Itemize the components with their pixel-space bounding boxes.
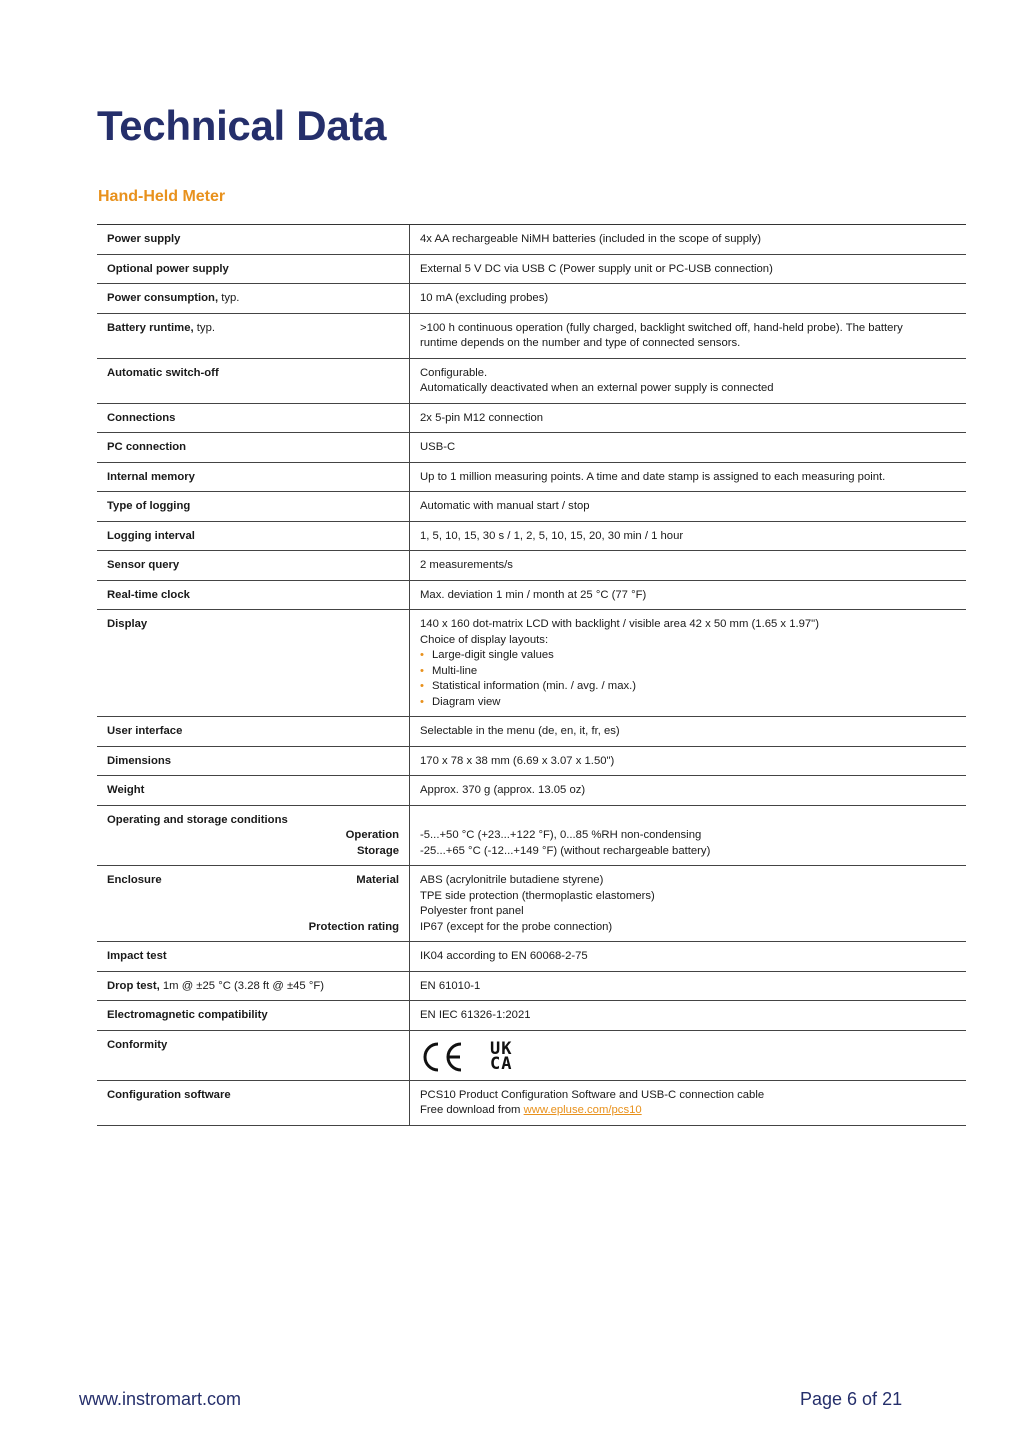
table-row <box>97 463 966 493</box>
table-row <box>97 747 966 777</box>
row-label: User interface <box>97 717 410 746</box>
row-sub-label: Operation <box>345 829 399 841</box>
bullet-item <box>420 679 956 695</box>
row-value: 170 x 78 x 38 mm (6.69 x 3.07 x 1.50") <box>420 754 615 767</box>
value-line: ABS (acrylonitrile butadiene styrene) <box>420 874 604 886</box>
value-line: IP67 (except for the probe connection) <box>420 920 613 933</box>
table-row <box>97 522 966 552</box>
row-label: Conformity <box>97 1031 410 1080</box>
row-value: Selectable in the menu (de, en, it, fr, es) <box>420 725 620 737</box>
bullet-text: Large-digit single values <box>432 649 554 661</box>
row-value: USB-C <box>420 441 456 453</box>
table-row <box>97 284 966 314</box>
row-label <box>97 284 410 313</box>
value-line: PCS10 Product Configuration Software and USB-C connection cable <box>420 1088 765 1101</box>
table-row <box>97 1031 966 1081</box>
table-row <box>97 776 966 806</box>
table-row <box>97 717 966 747</box>
row-label-main: Power consumption, <box>107 292 219 304</box>
ukca-mark-icon: UK CA <box>490 1038 513 1074</box>
bullet-text: Multi-line <box>432 664 478 677</box>
row-label: Internal memory <box>97 463 410 492</box>
bullet-text: Statistical information (min. / avg. / max.) <box>432 680 637 692</box>
row-value <box>410 610 966 716</box>
row-sub-label: Protection rating <box>308 920 399 933</box>
table-row <box>97 359 966 404</box>
row-label: Real-time clock <box>97 581 410 610</box>
row-value: 2 measurements/s <box>420 559 513 571</box>
ce-mark-icon <box>420 1041 464 1073</box>
row-value: External 5 V DC via USB C (Power supply unit or PC-USB connection) <box>420 262 773 275</box>
table-row <box>97 404 966 434</box>
value-line: TPE side protection (thermoplastic elastomers) <box>420 889 655 902</box>
row-value: Up to 1 million measuring points. A time and date stamp is assigned to each measuring point. <box>420 470 886 483</box>
bullet-item <box>420 664 956 680</box>
footer-website: www.instromart.com <box>79 1389 242 1409</box>
row-label-main: Battery runtime, <box>107 321 194 334</box>
row-value: 2x 5-pin M12 connection <box>420 411 544 424</box>
row-value: 10 mA (excluding probes) <box>420 292 549 304</box>
row-label-main: Drop test, <box>107 979 160 992</box>
bullet-icon: • <box>420 680 424 692</box>
download-link[interactable]: www.epluse.com/pcs10 <box>523 1104 642 1116</box>
row-label: Logging interval <box>97 522 410 551</box>
table-row <box>97 610 966 717</box>
table-row <box>97 433 966 463</box>
value-line: runtime depends on the number and type of connected sensors. <box>420 337 741 349</box>
row-label-suffix: typ. <box>193 321 215 334</box>
value-line: -25...+65 °C (-12...+149 °F) (without rechargeable battery) <box>420 844 711 857</box>
row-value <box>410 1031 966 1080</box>
bullet-item <box>420 695 956 711</box>
row-label: Display <box>97 610 410 716</box>
bullet-icon: • <box>420 649 424 661</box>
row-label: PC connection <box>97 433 410 462</box>
technical-data-table <box>97 224 966 1126</box>
table-row <box>97 972 966 1002</box>
table-row <box>97 492 966 522</box>
row-value: Max. deviation 1 min / month at 25 °C (77 °F) <box>420 588 647 601</box>
table-row <box>97 1001 966 1031</box>
page-title: Technical Data <box>97 102 387 149</box>
table-row <box>97 806 966 867</box>
table-row <box>97 551 966 581</box>
row-label: Power supply <box>97 225 410 254</box>
row-label: Configuration software <box>97 1081 410 1125</box>
table-row <box>97 314 966 359</box>
row-label: Impact test <box>97 942 410 971</box>
bullet-icon: • <box>420 695 424 708</box>
table-row <box>97 942 966 972</box>
row-value: Approx. 370 g (approx. 13.05 oz) <box>420 784 586 796</box>
row-label: Optional power supply <box>97 255 410 284</box>
row-label-main: Operating and storage conditions <box>107 813 288 826</box>
row-value: Automatic with manual start / stop <box>420 500 590 512</box>
bullet-text: Diagram view <box>432 695 501 708</box>
value-line: Automatically deactivated when an external power supply is connected <box>420 382 774 394</box>
row-label: Type of logging <box>97 492 410 521</box>
value-line: Choice of display layouts: <box>420 633 549 646</box>
row-label: Automatic switch-off <box>97 359 410 403</box>
value-line: Polyester front panel <box>420 905 524 917</box>
value-line: Configurable. <box>420 366 488 379</box>
row-label <box>97 806 410 866</box>
row-value: IK04 according to EN 60068-2-75 <box>420 950 588 962</box>
section-subtitle: Hand-Held Meter <box>98 188 226 205</box>
row-label-suffix: typ. <box>218 292 240 304</box>
table-row <box>97 1081 966 1126</box>
row-label <box>97 866 410 941</box>
row-value <box>410 359 966 403</box>
download-prefix: Free download from <box>420 1104 524 1116</box>
row-label-suffix: 1m @ ±25 °C (3.28 ft @ ±45 °F) <box>159 979 325 992</box>
row-label: Sensor query <box>97 551 410 580</box>
value-line: -5...+50 °C (+23...+122 °F), 0...85 %RH non-condensing <box>420 829 702 841</box>
row-label: Dimensions <box>97 747 410 776</box>
table-row <box>97 225 966 255</box>
footer-page-number: Page 6 of 21 <box>800 1389 903 1409</box>
row-sub-label: Material <box>356 874 399 886</box>
row-value <box>410 866 966 941</box>
value-line: >100 h continuous operation (fully charged, backlight switched off, hand-held probe). The battery <box>420 321 903 334</box>
row-label: Connections <box>97 404 410 433</box>
row-value: 1, 5, 10, 15, 30 s / 1, 2, 5, 10, 15, 20, 30 min / 1 hour <box>420 529 684 542</box>
row-label-main: Enclosure <box>107 874 162 886</box>
row-value: EN IEC 61326-1:2021 <box>420 1009 531 1021</box>
bullet-item <box>420 648 956 664</box>
bullet-icon: • <box>420 664 424 677</box>
row-label <box>97 314 410 358</box>
row-label: Weight <box>97 776 410 805</box>
value-line: 140 x 160 dot-matrix LCD with backlight / visible area 42 x 50 mm (1.65 x 1.97") <box>420 618 819 630</box>
row-label <box>97 972 410 1001</box>
row-value: 4x AA rechargeable NiMH batteries (included in the scope of supply) <box>420 233 761 245</box>
row-label: Electromagnetic compatibility <box>97 1001 410 1030</box>
row-value <box>410 806 966 866</box>
row-value: EN 61010-1 <box>420 979 481 992</box>
table-row <box>97 581 966 611</box>
table-row <box>97 866 966 942</box>
row-sub-label: Storage <box>356 844 399 857</box>
table-row <box>97 255 966 285</box>
row-value <box>410 314 966 358</box>
row-value <box>410 1081 966 1125</box>
